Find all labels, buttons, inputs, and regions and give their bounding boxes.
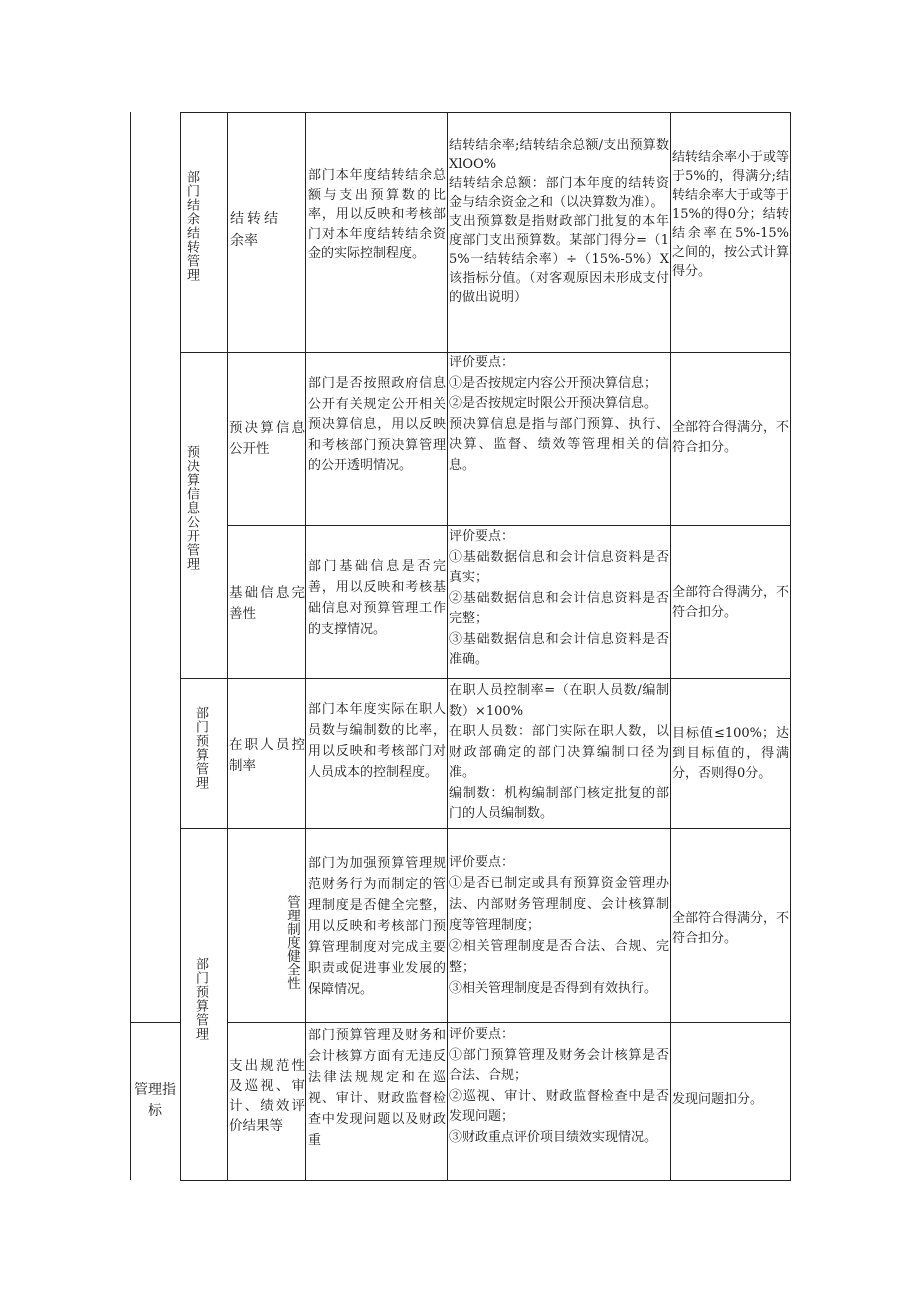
method-line: ②是否按规定时限公开预决算信息。 (449, 396, 658, 411)
method-line: 结转结余率;结转结余总额/支出预算数 XlOO% (449, 138, 669, 172)
scoring-standard: 结转结余率小于或等于5%的，得满分;结转结余率大于或等于15%的得0分；结转结余率在5%-15%之间的，按公式计算得分。 (672, 150, 790, 279)
method-line: 支出预算数是指财政部门批复的本年度部门支出预算数。某部门得分=（15%一结转结余率）÷（15%-5%）X该指标分值。（对客观原因未形成支付的做出说明） (449, 214, 669, 305)
row-divider (180, 828, 791, 829)
column-divider (130, 112, 131, 1180)
method-line: 在职人员数：部门实际在职人数，以财政部确定的部门决算编制口径为准。 (449, 724, 669, 780)
table-top-border (180, 112, 791, 113)
indicator-name: 基础信息完善性 (229, 585, 305, 622)
row-divider (180, 678, 791, 679)
level2-label: 部门结余结转管理 (184, 170, 199, 282)
scoring-standard: 全部符合得满分，不符合扣分。 (672, 585, 790, 620)
scoring-standard: 发现问题扣分。 (672, 1092, 764, 1107)
indicator-definition: 部门预算管理及财务和会计核算方面有无违反法律法规规定和在巡视、审计、财政监督检查中发现问题以及财政重 (308, 1028, 446, 1148)
scoring-method (449, 681, 669, 825)
level2-label: 部门预算管理 (193, 957, 208, 1041)
method-line: ①部门预算管理及财务会计核算是否合法、合规； (449, 1047, 669, 1083)
method-line: ③相关管理制度是否得到有效执行。 (449, 981, 658, 996)
scoring-method (449, 527, 669, 671)
column-divider (790, 112, 791, 1180)
indicator-definition: 部门本年度实际在职人员数与编制数的比率，用以反映和考核部门对人员成本的控制程度。 (308, 702, 446, 780)
method-line: 评价要点： (449, 1027, 515, 1042)
method-line: ③基础数据信息和会计信息资料是否准确。 (449, 631, 669, 667)
indicator-name: 支出规范性及巡视、审计、绩效评价结果等 (229, 1058, 305, 1134)
method-line: ①基础数据信息和会计信息资料是否真实； (449, 549, 669, 585)
method-line: 预决算信息是指与部门预算、执行、决算、监督、绩效等管理相关的信息。 (449, 416, 669, 473)
method-line: ②巡视、审计、财政监督检查中是否发现问题； (449, 1088, 669, 1124)
indicator-name: 管理制度健全性 (284, 895, 300, 990)
column-divider (670, 112, 671, 1180)
indicator-definition: 部门为加强预算管理规范财务行为而制定的管理制度是否健全完整，用以反映和考核部门预算管理制度对完成主要职责或促进事业发展的保障情况。 (308, 856, 446, 997)
row-divider (227, 1022, 791, 1023)
indicator-definition: 部门是否按照政府信息公开有关规定公开相关预决算信息，用以反映和考核部门预决算管理的公开透明情况。 (308, 376, 446, 473)
scoring-standard: 全部符合得满分，不符合扣分。 (672, 911, 790, 946)
method-line: 在职人员控制率=（在职人员数/编制数）×100% (449, 683, 669, 719)
column-divider (305, 112, 306, 1180)
method-line: ②相关管理制度是否合法、合规、完整； (449, 939, 669, 975)
row-divider (227, 525, 791, 526)
method-line: ①是否按规定内容公开预决算信息； (449, 375, 658, 391)
column-divider (180, 112, 181, 1180)
level2-label: 部门预算管理 (193, 706, 208, 790)
indicator-definition: 部门本年度结转结余总额与支出预算数的比率，用以反映和考核部门对本年度结转结余资金的实际控制程度。 (308, 168, 446, 261)
scoring-method (449, 353, 669, 476)
method-line: 评价要点： (449, 855, 515, 870)
method-line: ②基础数据信息和会计信息资料是否完整； (449, 590, 669, 626)
table-bottom-border (180, 1180, 791, 1181)
scoring-standard: 目标值≤100%；达到目标值的，得满分，否则得0分。 (672, 726, 789, 781)
row-divider (130, 1022, 180, 1023)
indicator-name: 结转结余率 (230, 211, 278, 249)
method-line: 评价要点： (449, 529, 515, 544)
indicator-definition: 部门基础信息是否完善，用以反映和考核基础信息对预算管理工作的支撑情况。 (308, 559, 446, 637)
scoring-method (449, 852, 669, 999)
method-line: ③财政重点评价项目绩效实现情况。 (449, 1129, 658, 1145)
column-divider (447, 112, 448, 1180)
scoring-method (449, 136, 669, 307)
indicator-name: 在职人员控制率 (229, 737, 305, 774)
method-line: ①是否已制定或具有预算资金管理办法、内部财务管理制度、会计核算制度等管理制度； (449, 876, 669, 933)
indicator-name: 预决算信息公开性 (229, 420, 305, 457)
method-line: 结转结余总额：部门本年度的结转资金与结余资金之和（以决算数为准）。 (449, 176, 669, 210)
level1-label: 管理指标 (134, 1082, 176, 1119)
method-line: 评价要点： (449, 355, 515, 370)
scoring-method (449, 1025, 669, 1148)
column-divider (227, 112, 228, 1180)
level2-label: 预决算信息公开管理 (184, 445, 199, 571)
scoring-standard: 全部符合得满分，不符合扣分。 (672, 420, 790, 455)
method-line: 编制数：机构编制部门核定批复的部门的人员编制数。 (449, 785, 669, 821)
